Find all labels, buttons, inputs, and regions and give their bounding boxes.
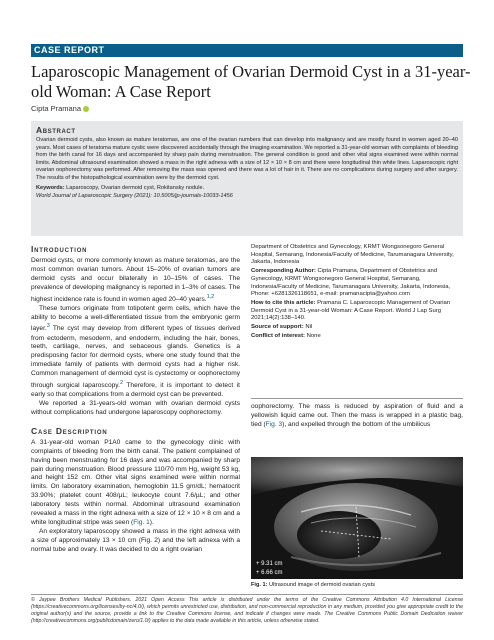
affiliation-dept: Department of Obstetrics and Gynecology, KRMT Wongsonegoro General Hospital, Semarang, Indonesia/Faculty of Medicine, Tarumanagara University, Jakarta, Indonesia xyxy=(251,244,454,266)
orcid-icon[interactable] xyxy=(83,106,89,112)
abstract-box xyxy=(31,121,463,236)
figure-ref[interactable]: Fig. 3 xyxy=(265,420,283,428)
intro-paragraph-3: We reported a 31-years-old woman with ovarian dermoid cysts without complications had undergone laparoscopy oophorectomy. xyxy=(31,400,240,416)
article-title: Laparoscopic Management of Ovarian Dermoid Cyst in a 31-year-old Woman: A Case Report xyxy=(31,62,471,101)
right-paragraph-1: oophorectomy. The mass is reduced by aspiration of fluid and a yellowish liquid came out. Then the mass is wrapped in a plastic bag, tied (Fig. 3), and expelled through the bottom of the umbilicus xyxy=(251,403,463,428)
footer-divider xyxy=(31,594,463,595)
keywords-label: Keywords: xyxy=(36,184,65,191)
case-paragraph-1: A 31-year-old woman P1A0 came to the gynecology clinic with complaints of bleeding from the birth canal. The patient complained of having been menstruating for 16 days and was accompanied by sharp pain during menstruation. Blood pressure 110/70 mm Hg, weight 53 kg, and height 152 cm. Other vital signs examined were within normal limits. On laboratory examination, hemoglobin 11.5 gm/dL; hematocrit 33.90%; platelet count 408/µL; leukocyte count 7.6/µL; and other laboratory tests within normal. Abdominal ultrasound examination revealed a mass in the right adnexa with a size of 12 × 10 × 8 cm and a white longitudinal stripe was seen (Fig. 1). xyxy=(31,438,240,526)
affiliation-divider xyxy=(251,398,463,399)
ultrasound-figure xyxy=(251,457,463,579)
figure-ref[interactable]: Fig. 1 xyxy=(133,518,150,526)
affiliation-block xyxy=(251,244,463,341)
license-footer: © Jaypee Brothers Medical Publishers. 2021 Open Access This article is distributed under the terms of the Creative Commons Attribution 4.0 International License (https://creativecommons.org/licenses/by-nc/4.0/), which permits unrestricted use, distribution, and non-commercial reproduction in any medium, provided you give appropriate credit to the original author(s) and the source, provide a link to the Creative Commons license, and indicate if changes were made. The Creative Commons Public Domain Dedication waiver (http://creativecommons.org/publicdomain/zero/1.0/) applies to the data made available in this article, unless otherwise stated. xyxy=(31,597,463,624)
introduction-heading: Introduction xyxy=(31,244,88,254)
citation-ref[interactable]: 1,2 xyxy=(206,293,215,300)
citation-ref[interactable]: 2 xyxy=(119,380,124,387)
measure-label-1: + 9.31 cm xyxy=(256,561,283,567)
right-column-text xyxy=(251,403,463,430)
abstract-heading: Abstract xyxy=(36,125,76,135)
source-of-support: Source of support: Nil xyxy=(251,324,313,331)
conflict-of-interest: Conflict of interest: None xyxy=(251,332,321,339)
author-line xyxy=(31,104,89,113)
case-description-heading: Case Description xyxy=(31,425,108,436)
ultrasound-image xyxy=(251,457,463,579)
abstract-keywords xyxy=(36,185,458,193)
citation-ref[interactable]: 3 xyxy=(46,323,50,330)
how-to-cite: How to cite this article: Pramana C. Laparoscopic Management of Ovarian Dermoid Cyst in a 31-year-old Woman: A Case Report. World J Lap Surg 2021;14(2):138–140. xyxy=(251,299,451,322)
article-type-banner: CASE REPORT xyxy=(31,44,463,57)
author-name[interactable]: Cipta Pramana xyxy=(31,104,82,113)
corresponding-author: Corresponding Author: Cipta Pramana, Department of Obstetrics and Gynecology, KRMT Wongsonegoro General Hospital, Semarang, Indonesia/Faculty of Medicine, Tarumanagara University, Jakarta, Indonesia, Phone: +6281326118651, e-mail: pramanacipta@yahoo.com xyxy=(251,268,451,298)
measure-label-2: + 6.66 cm xyxy=(256,570,283,576)
intro-paragraph-1: Dermoid cysts, or more commonly known as mature teratomas, are the most common ovarian tumors. About 15–20% of ovarian tumors are dermoid cysts and occur bilaterally in 10–15% of cases. The prevalence of developing malignancy is reported in 1–3% of cases. The highest incidence rate is found in women aged 20–40 years.$^{1,2}$ xyxy=(31,256,240,303)
intro-paragraph-2: These tumors originate from totipotent germ cells, which have the ability to become a well-differentiated tissue from the embryonic germ layer.$^3$ The cyst may develop from different types of tissues derived from ectoderm, mesoderm, and endoderm, including the hair, bones, teeth, cartilage, nerves, and sebaceous glands. Genetics is a predisposing factor for dermoid cysts, where one study found that the immediate family of patients with dermoid cysts had a higher risk. Common management of dermoid cyst is cystectomy or oophorectomy through surgical laparoscopy.$^2$ Therefore, it is important to detect it early so that complications from a dermoid cyst can be prevented. xyxy=(31,304,240,399)
left-column xyxy=(31,245,240,555)
figure-caption: Fig. 1: Ultrasound image of dermoid ovarian cysts xyxy=(251,582,376,588)
abstract-text: Ovarian dermoid cysts, also known as mature teratomas, are one of the ovarian numbers that can develop into malignancy and are mostly found in women aged 20–40 years. Most cases of teratoma mature cystic were discovered accidentally through the imaging examination. We reported a 31-year-old woman with complaints of bleeding from the birth canal for 16 days and accompanied by sharp pain during menstruation. The general condition is good and other vital signs examined were within normal limits. Abdominal ultrasound examination showed a mass in the right adnexa with a size of 12 × 10 × 8 cm and there were longitudinal thin white lines. Laparoscopic right ovarian oophorectomy was performed. After removing the mass was opened and there was a lot of hair in it. There are no complications during surgery and after surgery. The results of the histopathological examination were by the dermoid cyst. xyxy=(36,137,458,181)
case-paragraph-2: An exploratory laparoscopy showed a mass in the right adnexa with a size of approximately 13 × 10 cm (Fig. 2) and the left adnexa with a normal tube and ovary. It was decided to do a right ovarian xyxy=(31,527,240,553)
keywords-value: Laparoscopy, Ovarian dermoid cyst, Rokitansky nodule. xyxy=(66,184,205,191)
abstract-citation: World Journal of Laparoscopic Surgery (2021): 10.5005/jp-journals-10033-1456 xyxy=(36,193,233,200)
